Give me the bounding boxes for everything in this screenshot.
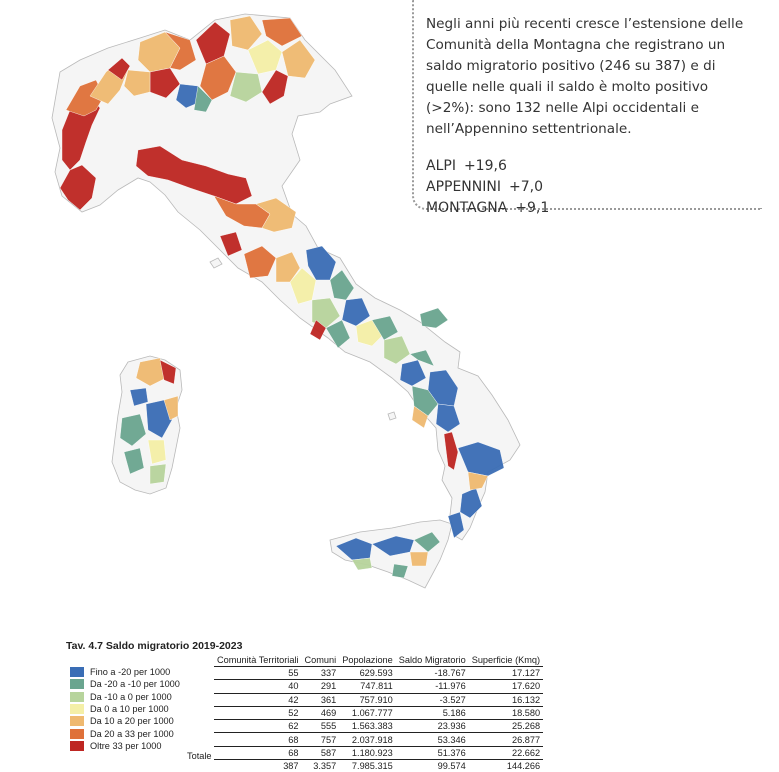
- legend-item: Fino a -20 per 1000: [70, 666, 180, 678]
- header-comunita: Comunità Territoriali: [214, 654, 302, 667]
- legend-swatch: [70, 667, 84, 677]
- legend-item: Da -20 a -10 per 1000: [70, 678, 180, 690]
- capri: [388, 412, 396, 420]
- table-row: 68 587 1.180.923 51.376 22.662: [214, 746, 543, 759]
- legend-swatch: [70, 716, 84, 726]
- legend-swatch: [70, 704, 84, 714]
- legend-swatch: [70, 741, 84, 751]
- header-saldo: Saldo Migratorio: [396, 654, 469, 667]
- legend-swatch: [70, 729, 84, 739]
- legend-item: Da 0 a 10 per 1000: [70, 703, 180, 715]
- legend-item: Da 20 a 33 per 1000: [70, 727, 180, 739]
- table-row: 42 361 757.910 -3.527 16.132: [214, 693, 543, 706]
- table-total-row: 387 3.357 7.985.315 99.574 144.266: [283, 761, 541, 772]
- elba: [210, 258, 222, 268]
- table-header-row: [214, 654, 543, 667]
- stat-appennini: APPENNINI +7,0: [426, 179, 543, 195]
- stat-montagna: MONTAGNA +9,1: [426, 200, 550, 216]
- map-legend: [70, 666, 180, 752]
- legend-swatch: [70, 692, 84, 702]
- header-comuni: Comuni: [302, 654, 340, 667]
- legend-item: Da -10 a 0 per 1000: [70, 691, 180, 703]
- legend-item: Oltre 33 per 1000: [70, 740, 180, 752]
- callout-stats: [426, 156, 752, 219]
- callout-text: Negli anni più recenti cresce l’estensione delle Comunità della Montagna che registrano un saldo migratorio positivo (246 su 387) e di quelle nelle quali il saldo è molto positivo (>2%): sono 132 nelle Alpi occidentali e nell’Appennino settentrionale.: [426, 16, 744, 137]
- table-row: 40 291 747.811 -11.976 17.620: [214, 680, 543, 693]
- legend-swatch: [70, 679, 84, 689]
- legend-item: Da 10 a 20 per 1000: [70, 715, 180, 727]
- table-row: 55 337 629.593 -18.767 17.127: [214, 667, 543, 680]
- region-sicily-etna: [410, 552, 428, 566]
- table-row: 52 469 1.067.777 5.186 18.580: [214, 706, 543, 719]
- stat-alpi: ALPI +19,6: [426, 158, 507, 174]
- region-gargano: [420, 308, 448, 328]
- callout-box: [412, 0, 762, 216]
- header-superficie: Superficie (Kmq): [469, 654, 543, 667]
- total-label: Totale: [187, 751, 212, 761]
- table-title: Tav. 4.7 Saldo migratorio 2019-2023: [66, 640, 243, 652]
- table-row: 68 757 2.037.918 53.346 26.877: [214, 733, 543, 746]
- migration-table: [214, 654, 543, 772]
- region-sicily-west: [352, 558, 372, 570]
- header-popolazione: Popolazione: [339, 654, 396, 667]
- region-sardinia-south-3: [150, 464, 166, 484]
- table-row: 62 555 1.563.383 23.936 25.268: [214, 720, 543, 733]
